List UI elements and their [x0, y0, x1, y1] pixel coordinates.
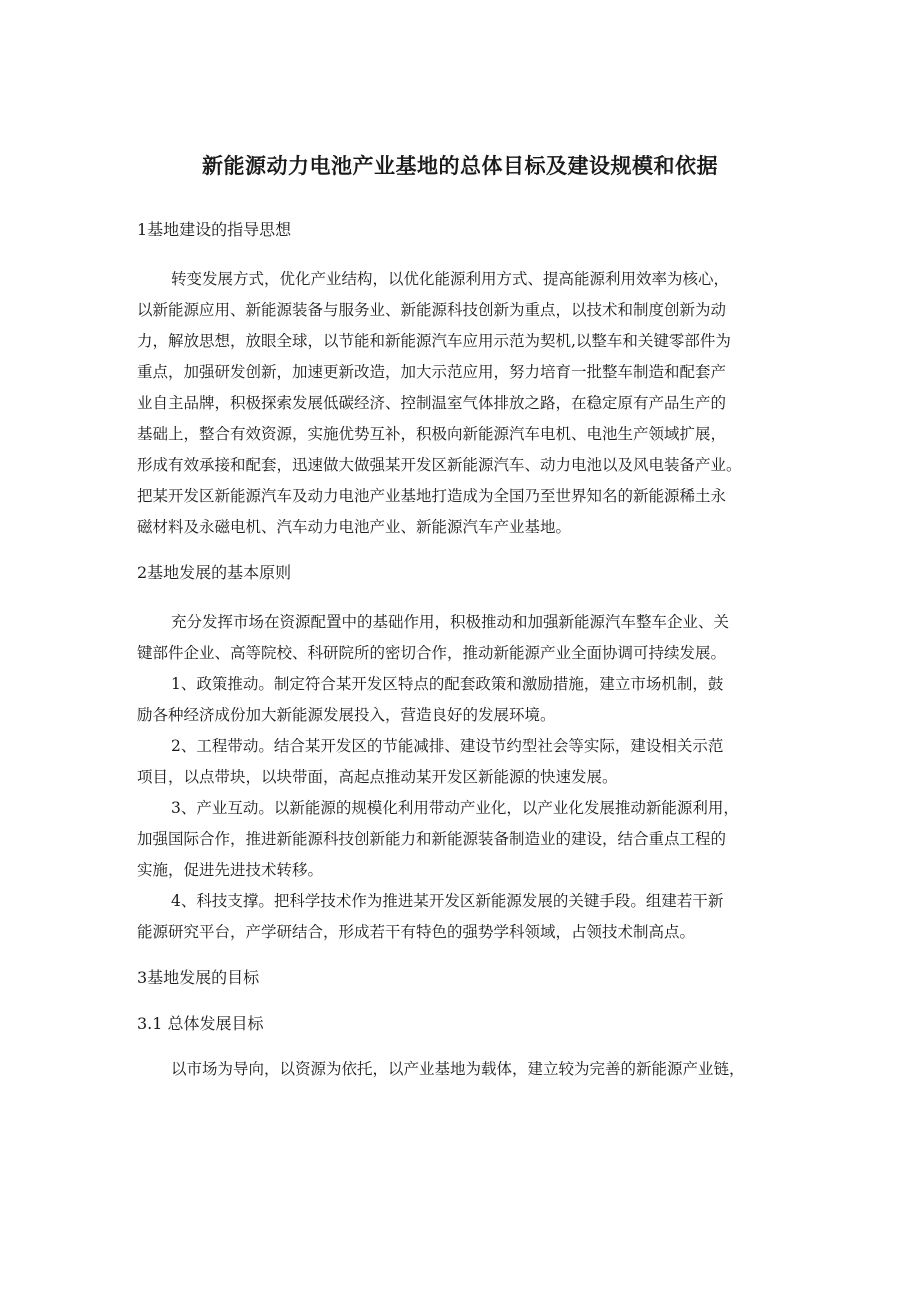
text-line: 业自主品牌，积极探索发展低碳经济、控制温室气体排放之路，在稳定原有产品生产的	[137, 394, 727, 412]
document-title: 新能源动力电池产业基地的总体目标及建设规模和依据	[202, 154, 718, 178]
text-line: 基础上，整合有效资源，实施优势互补，积极向新能源汽车电机、电池生产领域扩展，	[137, 425, 727, 443]
text-line: 励各种经济成份加大新能源发展投入，营造良好的发展环境。	[137, 706, 556, 724]
section-heading-1: 1基地建设的指导思想	[137, 220, 292, 239]
text-line: 键部件企业、高等院校、科研院所的密切合作，推动新能源产业全面协调可持续发展。	[137, 644, 727, 662]
text-line: 形成有效承接和配套，迅速做大做强某开发区新能源汽车、动力电池以及风电装备产业。	[137, 456, 742, 474]
text-line: 充分发挥市场在资源配置中的基础作用，积极推动和加强新能源汽车整车企业、关	[171, 613, 730, 631]
document-body	[137, 214, 792, 1085]
section-heading-2: 2基地发展的基本原则	[137, 563, 292, 582]
text-line: 4、科技支撑。把科学技术作为推进某开发区新能源发展的关键手段。组建若干新	[171, 892, 724, 910]
text-line: 力，解放思想，放眼全球，以节能和新能源汽车应用示范为契机,以整车和关键零部件为	[137, 332, 731, 350]
text-line: 转变发展方式，优化产业结构，以优化能源利用方式、提高能源利用效率为核心，	[171, 270, 730, 288]
text-line: 能源研究平台，产学研结合，形成若干有特色的强势学科领域，占领技术制高点。	[137, 923, 696, 941]
text-line: 实施，促进先进技术转移。	[137, 861, 324, 879]
text-line: 以市场为导向，以资源为依托，以产业基地为载体，建立较为完善的新能源产业链，	[171, 1060, 745, 1078]
text-line: 把某开发区新能源汽车及动力电池产业基地打造成为全国乃至世界知名的新能源稀土永	[137, 487, 727, 505]
paragraph-industry	[137, 793, 792, 886]
section-heading-3: 3基地发展的目标	[137, 968, 260, 987]
text-line: 重点，加强研发创新，加速更新改造，加大示范应用，努力培育一批整车制造和配套产	[137, 363, 727, 381]
subsection-heading-3-1: 3.1 总体发展目标	[137, 1014, 264, 1033]
paragraph	[137, 1054, 792, 1085]
text-line: 磁材料及永磁电机、汽车动力电池产业、新能源汽车产业基地。	[137, 518, 572, 536]
text-line: 2、工程带动。结合某开发区的节能减排、建设节约型社会等实际，建设相关示范	[171, 737, 724, 755]
text-line: 以新能源应用、新能源装备与服务业、新能源科技创新为重点，以技术和制度创新为动	[137, 301, 727, 319]
paragraph-technology	[137, 886, 792, 948]
paragraph	[137, 264, 792, 543]
text-line: 项目，以点带块，以块带面，高起点推动某开发区新能源的快速发展。	[137, 768, 618, 786]
paragraph	[137, 607, 792, 669]
paragraph-engineering	[137, 731, 792, 793]
text-line: 加强国际合作，推进新能源科技创新能力和新能源装备制造业的建设，结合重点工程的	[137, 830, 727, 848]
paragraph-policy	[137, 669, 792, 731]
text-line: 1、政策推动。制定符合某开发区特点的配套政策和激励措施，建立市场机制，鼓	[171, 675, 724, 693]
text-line: 3、产业互动。以新能源的规模化利用带动产业化，以产业化发展推动新能源利用，	[171, 799, 739, 817]
